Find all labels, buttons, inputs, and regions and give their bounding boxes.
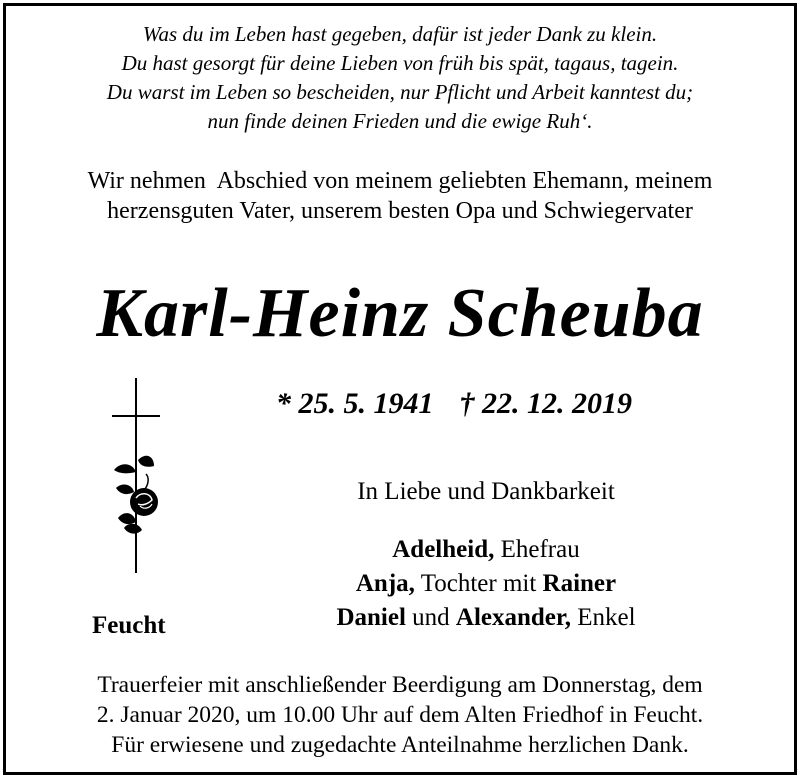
wife-name: Adelheid, (392, 536, 495, 563)
poem-line: Du hast gesorgt für deine Lieben von früh bis spät, tagaus, tagein. (121, 51, 679, 75)
life-dates (276, 386, 632, 422)
footer-line: Trauerfeier mit anschließender Beerdigung am Donnerstag, dem (97, 672, 703, 698)
poem-line: Was du im Leben hast gegeben, dafür ist jeder Dank zu klein. (142, 22, 658, 46)
daughter-name: Anja, (355, 570, 415, 597)
daughter-role: Tochter mit (414, 570, 543, 597)
obituary-notice (3, 3, 797, 775)
grandchild-connector: und (405, 604, 456, 631)
footer-line: Für erwiesene und zugedachte Anteilnahme herzlichen Dank. (111, 732, 689, 758)
cross-rose-icon (106, 378, 176, 578)
family-member-grandchildren (256, 601, 716, 635)
wife-role: Ehefrau (494, 536, 580, 563)
birth-date: * 25. 5. 1941 (276, 387, 434, 420)
grandchild-role: Enkel (570, 604, 636, 631)
family-member-wife (256, 533, 716, 567)
grandchild-name: Daniel (336, 604, 406, 631)
poem (6, 20, 794, 136)
son-in-law-name: Rainer (542, 570, 617, 597)
place-name: Feucht (92, 612, 166, 639)
footer-line: 2. Januar 2020, um 10.00 Uhr auf dem Alten Friedhof in Feucht. (96, 702, 704, 728)
poem-line: Du warst im Leben so bescheiden, nur Pflicht und Arbeit kanntest du; (106, 80, 694, 104)
intro-line: herzensguten Vater, unserem besten Opa und Schwiegervater (107, 198, 693, 224)
greeting: In Liebe und Dankbarkeit (357, 478, 615, 505)
funeral-info (6, 670, 794, 760)
death-date: † 22. 12. 2019 (459, 387, 632, 420)
grandchild-name: Alexander, (455, 604, 571, 631)
poem-line: nun finde deinen Frieden und die ewige Ruh‘. (207, 109, 593, 133)
family-member-daughter (256, 567, 716, 601)
intro-line: Wir nehmen Abschied von meinem geliebten Ehemann, meinem (87, 168, 713, 194)
deceased-name: Karl-Heinz Scheuba (96, 275, 704, 352)
intro-text (6, 166, 794, 226)
family-list (256, 533, 716, 635)
